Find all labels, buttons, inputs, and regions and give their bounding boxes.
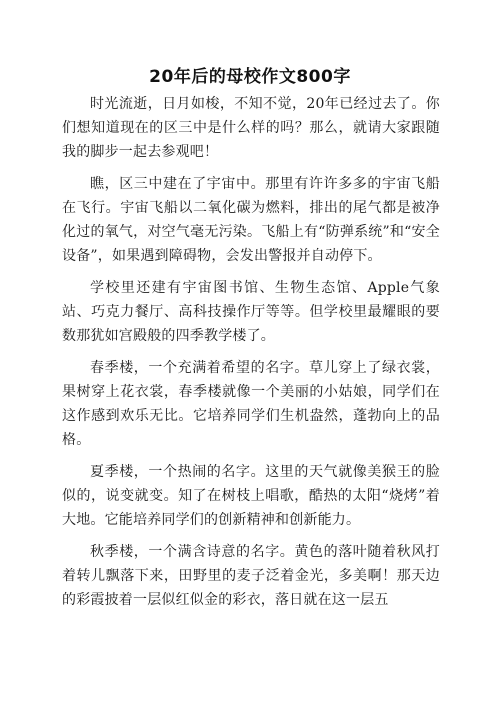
paragraph-5: 夏季楼，一个热闹的名字。这里的天气就像美猴王的脸似的，说变就变。知了在树枝上唱歌，酷热的太阳“烧烤”着大地。它能培养同学们的创新精神和创新能力。 bbox=[62, 464, 440, 528]
paragraph-1: 时光流逝，日月如梭，不知不觉，20年已经过去了。你们想知道现在的区三中是什么样的吗？那么，就请大家跟随我的脚步一起去参观吧！ bbox=[62, 96, 440, 160]
paragraph-3: 学校里还建有宇宙图书馆、生物生态馆、Apple气象站、巧克力餐厅、高科技操作厅等等。但学校里最耀眼的要数那犹如宫殿般的四季教学楼了。 bbox=[62, 280, 440, 344]
paragraph-6: 秋季楼，一个满含诗意的名字。黄色的落叶随着秋风打着转儿飘落下来，田野里的麦子泛着金光，多美啊！那天边的彩霞披着一层似红似金的彩衣，落日就在这一层五 bbox=[62, 544, 440, 608]
paragraph-4: 春季楼，一个充满着希望的名字。草儿穿上了绿衣裳，果树穿上花衣裳，春季楼就像一个美丽的小姑娘，同学们在这作感到欢乐无比。它培养同学们生机盎然，蓬勃向上的品格。 bbox=[62, 360, 440, 448]
document-body bbox=[62, 92, 440, 620]
document-title: 20年后的母校作文800字 bbox=[149, 67, 351, 87]
paragraph-2: 瞧，区三中建在了宇宙中。那里有许许多多的宇宙飞船在飞行。宇宙飞船以二氧化碳为燃料，排出的尾气都是被净化过的氧气，对空气毫无污染。飞船上有“防弹系统”和“安全设备”，如果遇到障碍物，会发出警报并自动停下。 bbox=[62, 176, 440, 264]
